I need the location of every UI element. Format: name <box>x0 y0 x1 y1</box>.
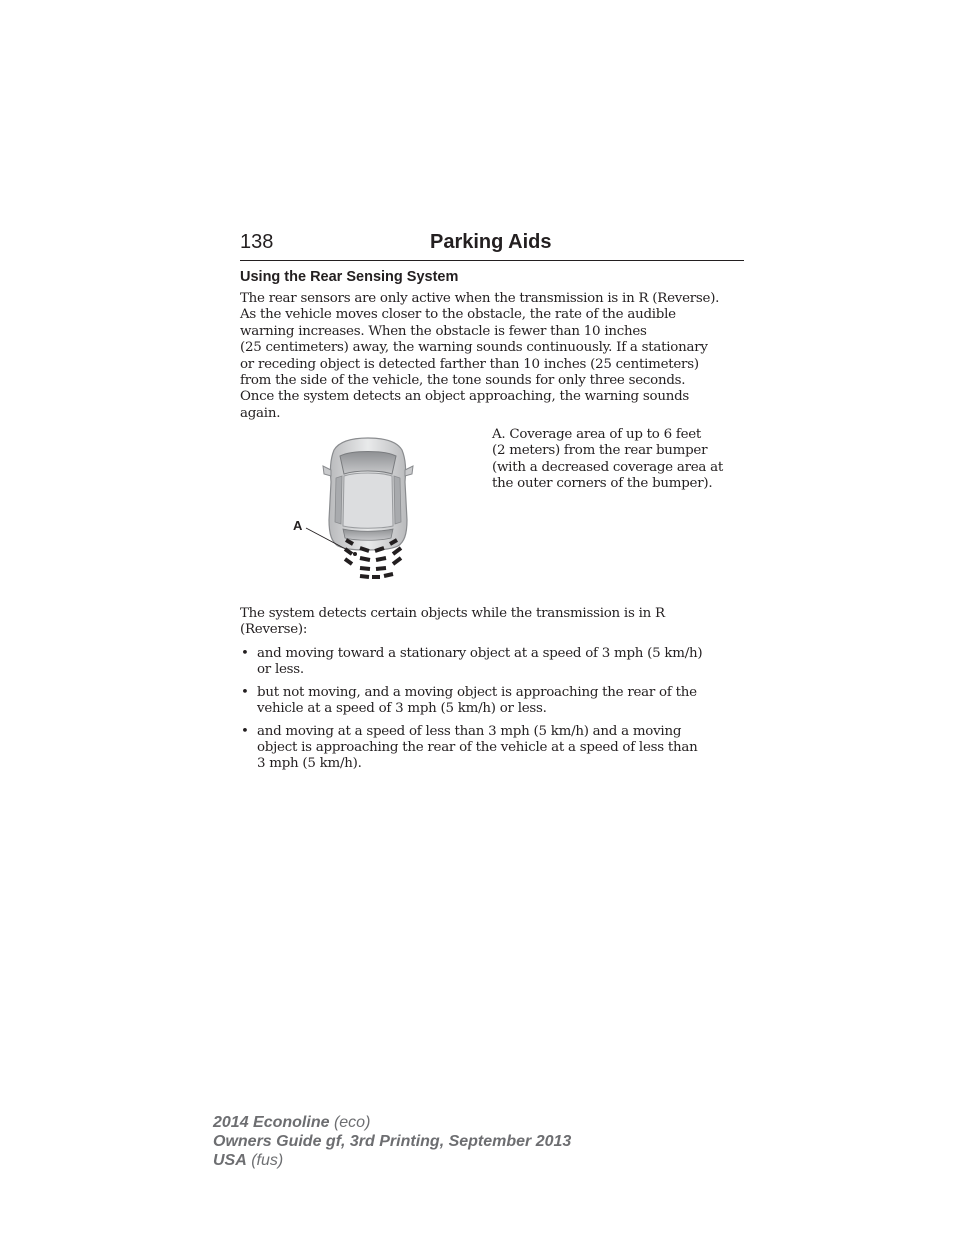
footer-market-code: (fus) <box>246 1152 284 1169</box>
list-item-line: 3 mph (5 km/h). <box>257 756 362 772</box>
text-line: As the vehicle moves closer to the obstacle, the rate of the audible <box>240 307 676 323</box>
caption-line: the outer corners of the bumper). <box>492 476 713 492</box>
page-footer <box>213 1113 571 1170</box>
rear-sensing-diagram <box>280 430 450 585</box>
list-item <box>240 685 750 718</box>
text-line: Once the system detects an object approaching, the warning sounds <box>240 389 690 405</box>
list-item-line: or less. <box>257 662 304 678</box>
subheading: Using the Rear Sensing System <box>240 269 459 285</box>
text-line: The system detects certain objects while the transmission is in R <box>240 606 665 621</box>
text-line: warning increases. When the obstacle is fewer than 10 inches <box>240 323 647 339</box>
text-line: from the side of the vehicle, the tone sounds for only three seconds. <box>240 373 686 389</box>
caption-line: (with a decreased coverage area at <box>492 459 724 475</box>
page-header <box>240 230 744 261</box>
text-line: (25 centimeters) away, the warning sounds continuously. If a stationary <box>240 340 708 356</box>
page-number: 138 <box>240 231 274 253</box>
text-line: or receding object is detected farther than 10 inches (25 centimeters) <box>240 356 699 372</box>
footer-market-name: USA <box>213 1152 247 1169</box>
callout-label-a: A <box>293 518 303 533</box>
text-line: The rear sensors are only active when the transmission is in R (Reverse). <box>240 291 720 306</box>
footer-line-model <box>213 1113 571 1132</box>
conditions-list <box>240 646 750 779</box>
footer-model-code: (eco) <box>329 1114 371 1131</box>
list-item-line: object is approaching the rear of the vehicle at a speed of less than <box>257 740 698 756</box>
figure-caption <box>492 427 752 493</box>
footer-printing-info: Owners Guide gf, 3rd Printing, September 2013 <box>213 1133 572 1150</box>
list-item-line: and moving at a speed of less than 3 mph (5 km/h) and a moving <box>257 723 682 739</box>
list-item <box>240 646 750 679</box>
caption-line: A. Coverage area of up to 6 feet <box>492 427 702 442</box>
bullet-glyph: • <box>241 684 249 700</box>
mirror-right <box>405 466 413 476</box>
text-line: (Reverse): <box>240 622 308 638</box>
roof <box>343 473 393 528</box>
mirror-left <box>323 466 331 476</box>
footer-model-name: 2014 Econoline <box>213 1114 330 1131</box>
section-title: Parking Aids <box>430 231 552 253</box>
list-item-line: and moving toward a stationary object at a speed of 3 mph (5 km/h) <box>257 646 703 661</box>
paragraph-detects-objects <box>240 606 750 639</box>
paragraph-rear-sensors <box>240 291 750 422</box>
list-item-line: but not moving, and a moving object is approaching the rear of the <box>257 684 697 700</box>
footer-line-printing <box>213 1132 571 1151</box>
caption-line: (2 meters) from the rear bumper <box>492 443 708 459</box>
text-line: again. <box>240 405 281 421</box>
list-item <box>240 724 750 773</box>
footer-line-market <box>213 1151 571 1170</box>
bullet-glyph: • <box>241 723 249 739</box>
vehicle-top-view-illustration <box>280 430 450 585</box>
bullet-glyph: • <box>241 646 249 661</box>
windshield <box>340 452 396 475</box>
list-item-line: vehicle at a speed of 3 mph (5 km/h) or less. <box>257 701 547 717</box>
